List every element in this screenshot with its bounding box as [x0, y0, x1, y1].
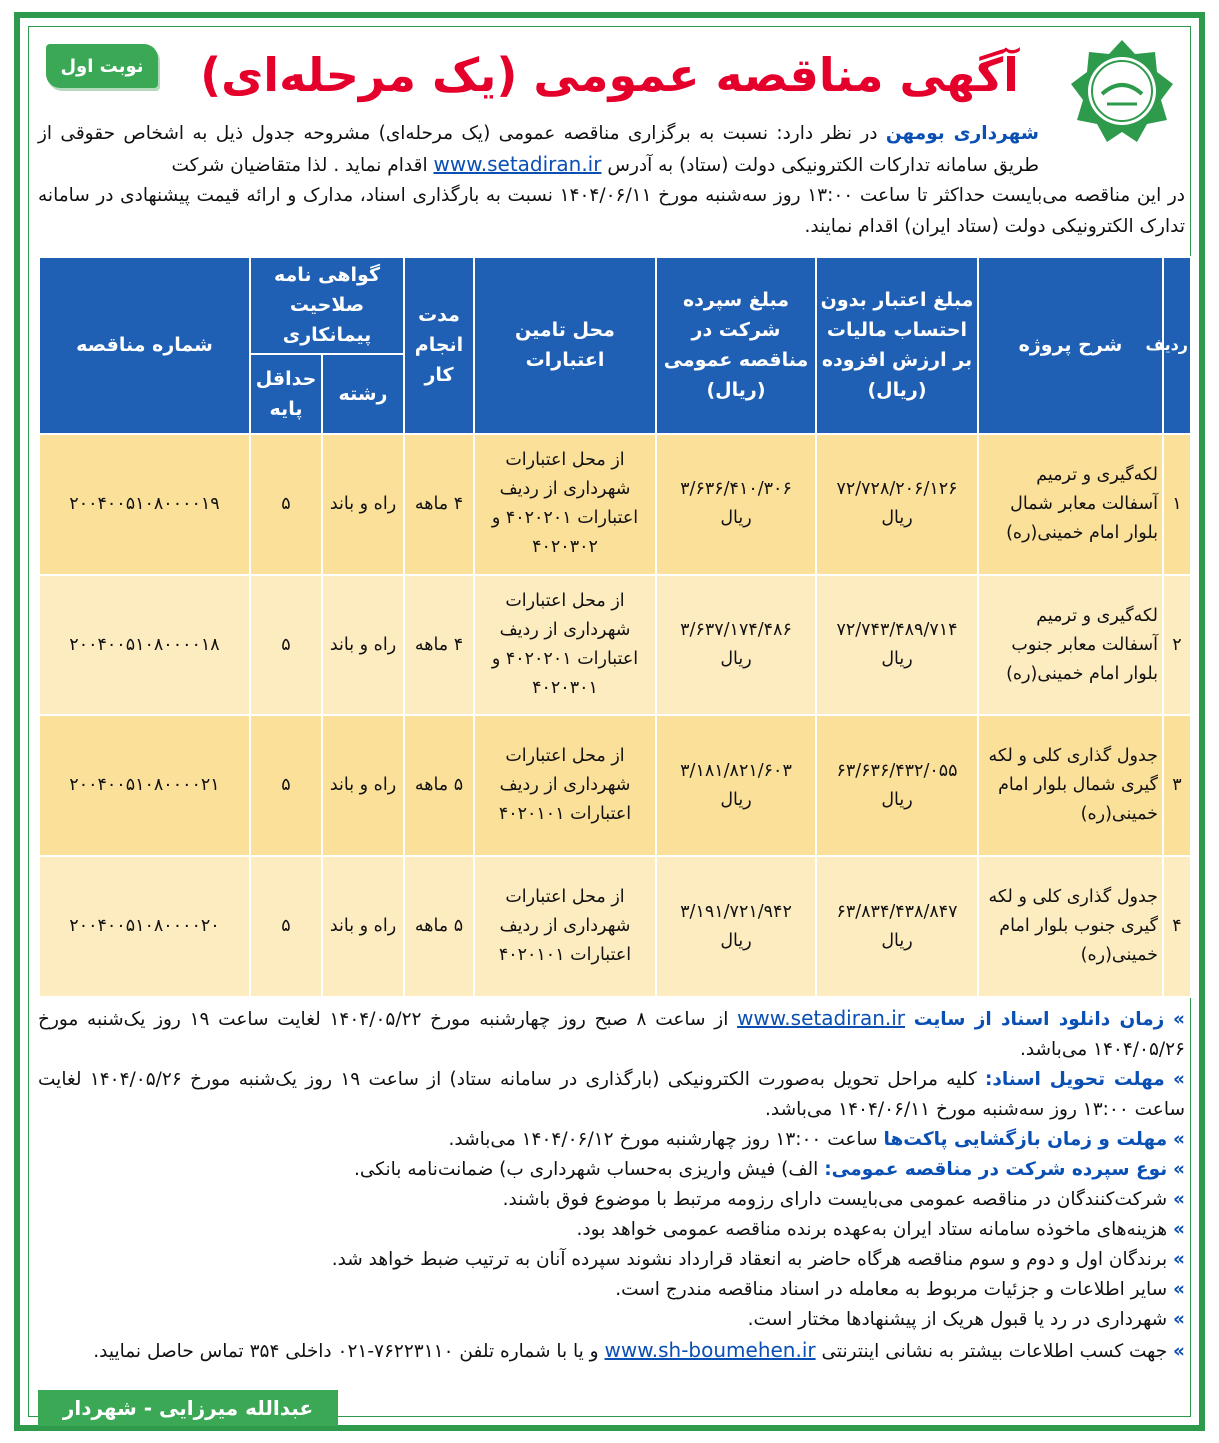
funding-source: از محل اعتبارات شهرداری از ردیف اعتبارات ۴۰۲۰۱۰۱: [474, 856, 656, 997]
note-text: شهرداری در رد یا قبول هریک از پیشنهادها مختار است.: [747, 1309, 1168, 1330]
grade: ۵: [250, 434, 322, 575]
credit-amount: ۷۲/۷۴۳/۴۸۹/۷۱۴: [836, 620, 958, 641]
deposit-amount: ۳/۶۳۷/۱۷۴/۴۸۶: [680, 620, 792, 641]
credit-cell: [816, 575, 978, 716]
tender-number: ۲۰۰۴۰۰۵۱۰۸۰۰۰۰۱۹: [39, 434, 250, 575]
project-description: لکه‌گیری و ترمیم آسفالت معابر شمال بلوار امام خمینی(ره): [978, 434, 1163, 575]
deposit-amount: ۳/۶۳۶/۴۱۰/۳۰۶: [680, 479, 792, 500]
funding-source: از محل اعتبارات شهرداری از ردیف اعتبارات ۴۰۲۰۲۰۱ و ۴۰۲۰۳۰۲: [474, 434, 656, 575]
intro-paragraph-2: در این مناقصه می‌بایست حداکثر تا ساعت ۱۳:۰۰ روز سه‌شنبه مورخ ۱۴۰۴/۰۶/۱۱ نسبت به بارگذاری اسناد، مدارک و ارائه قیمت پیشنهادی در سامانه تدارک الکترونیکی دولت (ستاد ایران) اقدام نمایند.: [38, 185, 1185, 237]
note-item: [38, 1245, 1185, 1275]
municipality-logo-icon: [1067, 36, 1177, 146]
note-text: الف) فیش واریزی به‌حساب شهرداری ب) ضمانت‌نامه بانکی.: [353, 1159, 819, 1180]
deposit-amount: ۳/۱۸۱/۸۲۱/۶۰۳: [680, 760, 792, 781]
funding-source: از محل اعتبارات شهرداری از ردیف اعتبارات ۴۰۲۰۱۰۱: [474, 715, 656, 856]
bullet-icon: »: [1173, 1159, 1185, 1180]
header-row-number: ردیف: [1163, 257, 1191, 434]
tender-number: ۲۰۰۴۰۰۵۱۰۸۰۰۰۰۲۰: [39, 856, 250, 997]
row-number: ۳: [1163, 715, 1191, 856]
intro-text-a: در نظر دارد: نسبت به برگزاری مناقصه عمومی (یک مرحله‌ای) مشروحه جدول ذیل به اشخاص حقوقی از طریق سامانه تدارکات الکترونیکی دولت (ستاد) به آدرس: [38, 123, 1039, 176]
note-item: [38, 1215, 1185, 1245]
note-item: [38, 1275, 1185, 1305]
note-label: مهلت تحویل اسناد:: [984, 1069, 1165, 1090]
deposit-unit: ریال: [720, 930, 752, 951]
credit-amount: ۶۳/۶۳۶/۴۳۲/۰۵۵: [836, 760, 958, 781]
credit-unit: ریال: [881, 508, 913, 529]
funding-source: از محل اعتبارات شهرداری از ردیف اعتبارات ۴۰۲۰۲۰۱ و ۴۰۲۰۳۰۱: [474, 575, 656, 716]
header-credit: مبلغ اعتبار بدون احتساب مالیات بر ارزش افزوده (ریال): [816, 257, 978, 434]
header-source: محل تامین اعتبارات: [474, 257, 656, 434]
note-item: [38, 1185, 1185, 1215]
row-number: ۱: [1163, 434, 1191, 575]
header-tender-number: شماره مناقصه: [39, 257, 250, 434]
bullet-icon: »: [1173, 1009, 1185, 1030]
note-label: مهلت و زمان بازگشایی پاکت‌ها: [883, 1129, 1168, 1150]
deposit-unit: ریال: [720, 649, 752, 670]
note-label: نوع سپرده شرکت در مناقصه عمومی:: [824, 1159, 1168, 1180]
credit-amount: ۶۳/۸۳۴/۴۳۸/۸۴۷: [836, 901, 958, 922]
note-text: جهت کسب اطلاعات بیشتر به نشانی اینترنتی: [821, 1341, 1168, 1362]
deposit-unit: ریال: [720, 508, 752, 529]
duration: ۴ ماهه: [404, 434, 474, 575]
field: راه و باند: [322, 715, 404, 856]
note-item: [38, 1305, 1185, 1335]
bullet-icon: »: [1173, 1341, 1185, 1362]
notes-list: [38, 1003, 1185, 1367]
field: راه و باند: [322, 575, 404, 716]
municipality-website-link[interactable]: www.sh-boumehen.ir: [604, 1338, 816, 1362]
note-text: هزینه‌های ماخوذه سامانه ستاد ایران به‌عهده برنده مناقصه عمومی خواهد بود.: [576, 1219, 1168, 1240]
credit-cell: [816, 856, 978, 997]
intro-text-b: اقدام نماید . لذا متقاضیان شرکت: [171, 155, 428, 176]
header-field: رشته: [322, 354, 404, 434]
header-certificate: گواهی نامه صلاحیت پیمانکاری: [250, 257, 404, 354]
grade: ۵: [250, 715, 322, 856]
credit-unit: ریال: [881, 649, 913, 670]
table-row: [39, 715, 1191, 856]
bullet-icon: »: [1173, 1129, 1185, 1150]
tender-number: ۲۰۰۴۰۰۵۱۰۸۰۰۰۰۱۸: [39, 575, 250, 716]
note-text: ساعت ۱۳:۰۰ روز چهارشنبه مورخ ۱۴۰۴/۰۶/۱۲ می‌باشد.: [448, 1129, 878, 1150]
note-label: زمان دانلود اسناد از سایت: [913, 1009, 1165, 1030]
first-publication-badge: نوبت اول: [46, 44, 158, 88]
bullet-icon: »: [1173, 1069, 1185, 1090]
setadiran-download-link[interactable]: www.setadiran.ir: [737, 1006, 906, 1030]
note-text: شرکت‌کنندگان در مناقصه عمومی می‌بایست دارای رزومه مرتبط با موضوع فوق باشند.: [502, 1189, 1168, 1210]
header-grade: حداقل پایه: [250, 354, 322, 434]
header-description: شرح پروژه: [978, 257, 1163, 434]
duration: ۵ ماهه: [404, 856, 474, 997]
tender-number: ۲۰۰۴۰۰۵۱۰۸۰۰۰۰۲۱: [39, 715, 250, 856]
note-text-2: و یا با شماره تلفن ۷۶۲۲۳۱۱۰-۰۲۱ داخلی ۳۵۴ تماس حاصل نمایید.: [93, 1341, 599, 1362]
note-item: [38, 1335, 1185, 1367]
note-item: [38, 1155, 1185, 1185]
field: راه و باند: [322, 434, 404, 575]
duration: ۵ ماهه: [404, 715, 474, 856]
table-row: [39, 575, 1191, 716]
notice-page: [14, 12, 1205, 1431]
project-description: جدول گذاری کلی و لکه گیری شمال بلوار امام خمینی(ره): [978, 715, 1163, 856]
project-description: جدول گذاری کلی و لکه گیری جنوب بلوار امام خمینی(ره): [978, 856, 1163, 997]
project-description: لکه‌گیری و ترمیم آسفالت معابر جنوب بلوار امام خمینی(ره): [978, 575, 1163, 716]
tender-table: [38, 256, 1192, 998]
bullet-icon: »: [1173, 1309, 1185, 1330]
deposit-cell: [656, 715, 816, 856]
org-name: شهرداری بومهن: [885, 123, 1039, 144]
intro-paragraph: [38, 118, 1039, 181]
bullet-icon: »: [1173, 1279, 1185, 1300]
grade: ۵: [250, 856, 322, 997]
deposit-cell: [656, 434, 816, 575]
table-row: [39, 434, 1191, 575]
mayor-signature: عبدالله میرزایی - شهردار: [38, 1390, 338, 1426]
field: راه و باند: [322, 856, 404, 997]
duration: ۴ ماهه: [404, 575, 474, 716]
bullet-icon: »: [1173, 1249, 1185, 1270]
note-text: برندگان اول و دوم و سوم مناقصه هرگاه حاضر به انعقاد قرارداد نشوند سپرده آنان به ترتیب ضبط خواهد شد.: [331, 1249, 1168, 1270]
bullet-icon: »: [1173, 1189, 1185, 1210]
credit-unit: ریال: [881, 789, 913, 810]
deposit-cell: [656, 856, 816, 997]
table-row: [39, 856, 1191, 997]
deposit-amount: ۳/۱۹۱/۷۲۱/۹۴۲: [680, 901, 792, 922]
note-item: [38, 1003, 1185, 1065]
credit-cell: [816, 715, 978, 856]
bullet-icon: »: [1173, 1219, 1185, 1240]
header-duration: مدت انجام کار: [404, 257, 474, 434]
setadiran-link[interactable]: www.setadiran.ir: [433, 152, 602, 176]
credit-amount: ۷۲/۷۲۸/۲۰۶/۱۲۶: [836, 479, 958, 500]
note-item: [38, 1065, 1185, 1125]
notice-title: آگهی مناقصه عمومی (یک مرحله‌ای): [200, 48, 1019, 102]
row-number: ۲: [1163, 575, 1191, 716]
note-text: سایر اطلاعات و جزئیات مربوط به معامله در اسناد مناقصه مندرج است.: [615, 1279, 1168, 1300]
credit-cell: [816, 434, 978, 575]
deposit-unit: ریال: [720, 789, 752, 810]
header-deposit: مبلغ سپرده شرکت در مناقصه عمومی (ریال): [656, 257, 816, 434]
deposit-cell: [656, 575, 816, 716]
credit-unit: ریال: [881, 930, 913, 951]
grade: ۵: [250, 575, 322, 716]
note-item: [38, 1125, 1185, 1155]
row-number: ۴: [1163, 856, 1191, 997]
note-text: از ساعت ۸ صبح روز چهارشنبه مورخ ۱۴۰۴/۰۵/۲۲ لغایت ساعت ۱۹ روز یک‌شنبه مورخ ۱۴۰۴/۰۵/۲۶ می‌باشد.: [38, 1009, 1185, 1060]
note-text: کلیه مراحل تحویل به‌صورت الکترونیکی (بارگذاری در سامانه ستاد) از ساعت ۱۹ روز یک‌شنبه مورخ ۱۴۰۴/۰۵/۲۶ لغایت ساعت ۱۳:۰۰ روز سه‌شنبه مورخ ۱۴۰۴/۰۶/۱۱ می‌باشد.: [38, 1069, 1185, 1120]
